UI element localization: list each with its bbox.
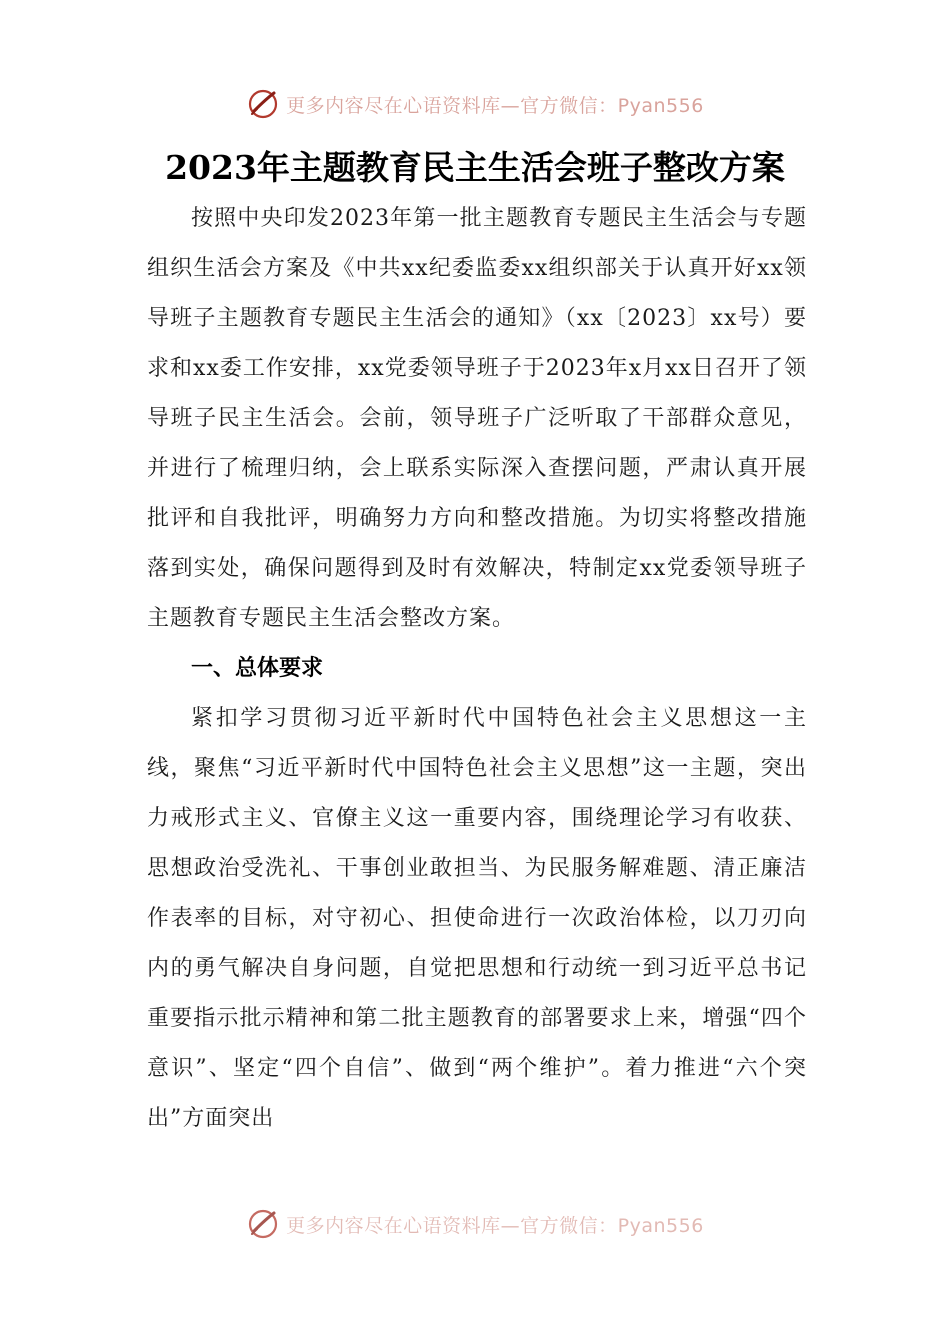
watermark-header: [0, 84, 950, 124]
section-paragraph: 紧扣学习贯彻习近平新时代中国特色社会主义思想这一主线，聚焦“习近平新时代中国特色社会主义思想”这一主题，突出力戒形式主义、官僚主义这一重要内容，围绕理论学习有收获、思想政治受洗礼、干事创业敢担当、为民服务解难题、清正廉洁作表率的目标，对守初心、担使命进行一次政治体检，以刀刃向内的勇气解决自身问题，自觉把思想和行动统一到习近平总书记重要指示批示精神和第二批主题教育的部署要求上来，增强“四个意识”、坚定“四个自信”、做到“两个维护”。着力推进“六个突出”方面突出: [147, 706, 807, 1131]
document-body: [147, 194, 807, 1144]
watermark-text: 更多内容尽在心语资料库—官方微信：Pyan556: [286, 1214, 704, 1237]
pen-logo-icon: [246, 1207, 280, 1241]
intro-paragraph: 按照中央印发2023年第一批主题教育专题民主生活会与专题组织生活会方案及《中共xx纪委监委xx组织部关于认真开好xx领导班子主题教育专题民主生活会的通知》（xx〔2023〕xx号）要求和xx委工作安排，xx党委领导班子于2023年x月xx日召开了领导班子民主生活会。会前，领导班子广泛听取了干部群众意见，并进行了梳理归纳，会上联系实际深入查摆问题，严肃认真开展批评和自我批评，明确努力方向和整改措施。为切实将整改措施落到实处，确保问题得到及时有效解决，特制定xx党委领导班子主题教育专题民主生活会整改方案。: [147, 206, 807, 631]
pen-logo-icon: [246, 87, 280, 121]
watermark-footer: [0, 1204, 950, 1244]
watermark-text: 更多内容尽在心语资料库—官方微信：Pyan556: [286, 94, 704, 117]
section-heading: 一、总体要求: [191, 656, 324, 681]
document-title: 2023年主题教育民主生活会班子整改方案: [165, 148, 785, 187]
